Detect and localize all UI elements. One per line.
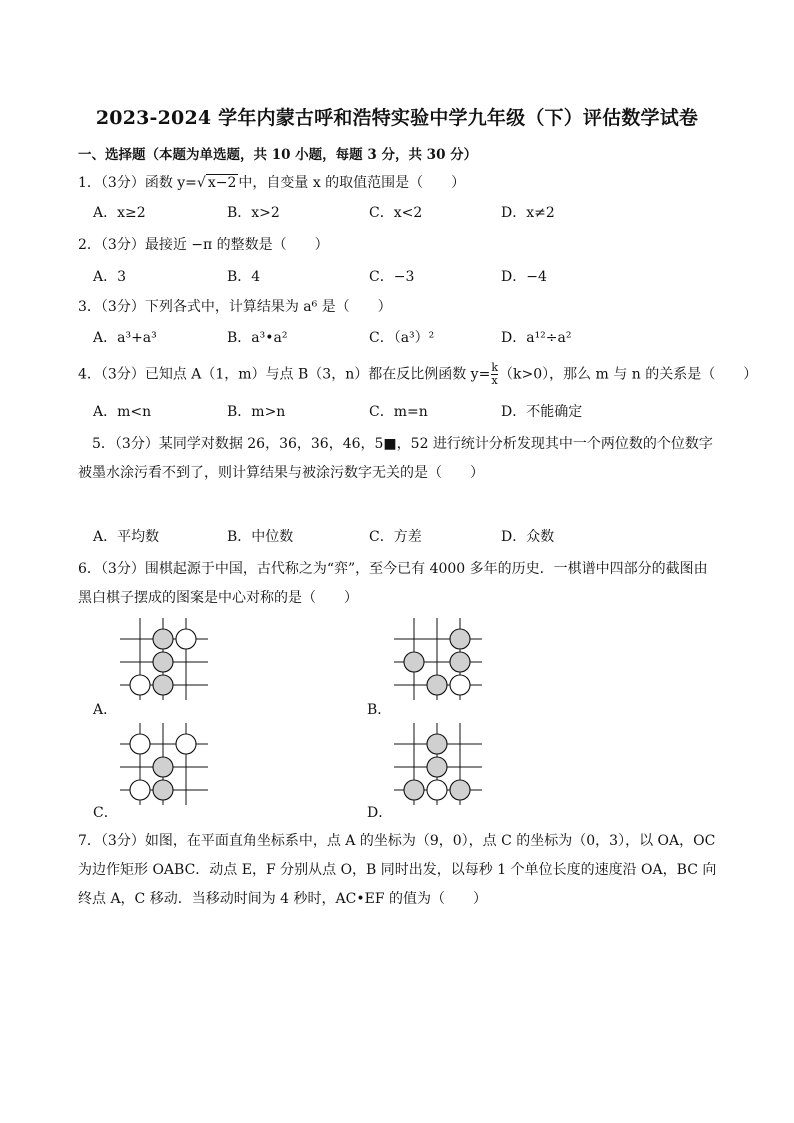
q4-suffix: （k>0），那么 m 与 n 的关系是（ ） [498, 366, 758, 383]
question-6: 6．（3分）围棋起源于中国，古代称之为“弈”，至今已有 4000 多年的历史．一棋谱中四部分的截图由黑白棋子摆成的图案是中心对称的是（ ） [78, 561, 708, 606]
question-5: 5．（3分）某同学对数据 26，36，36，46，5■，52 进行统计分析发现其中一个两位数的个位数字被墨水涂污看不到了，则计算结果与被涂污数字无关的是（ ） [78, 436, 713, 481]
q3-option-a[interactable]: A．a³+a³ [93, 330, 157, 346]
sqrt-symbol: √ [196, 175, 206, 191]
question-3: 3．（3分）下列各式中，计算结果为 a⁶ 是（ ） [78, 299, 392, 315]
q3-options [93, 328, 653, 348]
question-7: 7．（3分）如图，在平面直角坐标系中，点 A 的坐标为（9，0），点 C 的坐标为（0，3），以 OA，OC 为边作矩形 OABC．动点 E，F 分别从点 O，B 同时出发，以每秒 1 个单位长度的速度沿 OA，BC 向终点 A，C 移动．当移动时间为 4 秒时，AC•EF 的值为（ ） [78, 833, 717, 907]
q1-options [93, 203, 653, 223]
q1-option-c[interactable]: C．x<2 [369, 205, 423, 221]
q1-option-d[interactable]: D．x≠2 [501, 205, 555, 221]
q4-options [93, 402, 653, 422]
q5-option-d[interactable]: D．众数 [501, 529, 555, 545]
q6-label-d[interactable]: D． [367, 805, 393, 821]
q2-option-d[interactable]: D．−4 [501, 269, 547, 285]
q4-option-c[interactable]: C．m=n [369, 404, 428, 420]
q5-option-a[interactable]: A．平均数 [93, 529, 160, 545]
question-1 [78, 173, 465, 193]
q1-suffix: 中，自变量 x 的取值范围是（ ） [238, 175, 466, 191]
fraction-denominator: x [491, 374, 498, 387]
fraction-numerator: k [491, 361, 498, 374]
q4-option-a[interactable]: A．m<n [93, 404, 152, 420]
q5-option-c[interactable]: C．方差 [369, 529, 422, 545]
q2-option-b[interactable]: B．4 [227, 269, 261, 285]
q1-option-a[interactable]: A．x≥2 [93, 205, 146, 221]
q2-options [93, 267, 653, 287]
q4-option-d[interactable]: D．不能确定 [501, 404, 583, 420]
go-diagram-a [116, 616, 212, 702]
question-4 [78, 362, 757, 387]
go-diagram-c [116, 721, 212, 807]
q6-label-a[interactable]: A． [93, 702, 118, 718]
q1-option-b[interactable]: B．x>2 [227, 205, 280, 221]
q4-prefix: 4．（3分）已知点 A（1，m）与点 B（3，n）都在反比例函数 y= [78, 366, 491, 383]
go-diagram-d [390, 721, 486, 807]
q1-radicand: x−2 [207, 175, 237, 191]
q5-option-b[interactable]: B．中位数 [227, 529, 294, 545]
question-2: 2．（3分）最接近 −π 的整数是（ ） [78, 237, 329, 253]
page-title: 2023-2024 学年内蒙古呼和浩特实验中学九年级（下）评估数学试卷 [95, 107, 699, 129]
section-heading: 一、选择题（本题为单选题，共 10 小题，每题 3 分，共 30 分） [78, 147, 478, 163]
q1-prefix: 1．（3分）函数 y= [78, 175, 197, 191]
q3-option-d[interactable]: D．a¹²÷a² [501, 330, 572, 346]
q2-option-c[interactable]: C．−3 [369, 269, 415, 285]
go-diagram-b [390, 616, 486, 702]
q2-option-a[interactable]: A．3 [93, 269, 127, 285]
q6-label-c[interactable]: C． [93, 805, 118, 821]
q4-option-b[interactable]: B．m>n [227, 404, 286, 420]
q3-option-b[interactable]: B．a³•a² [227, 330, 288, 346]
q3-option-c[interactable]: C．（a³）² [369, 330, 435, 346]
fraction-k-over-x [491, 362, 498, 387]
q5-options [93, 527, 653, 547]
q6-label-b[interactable]: B． [367, 702, 392, 718]
